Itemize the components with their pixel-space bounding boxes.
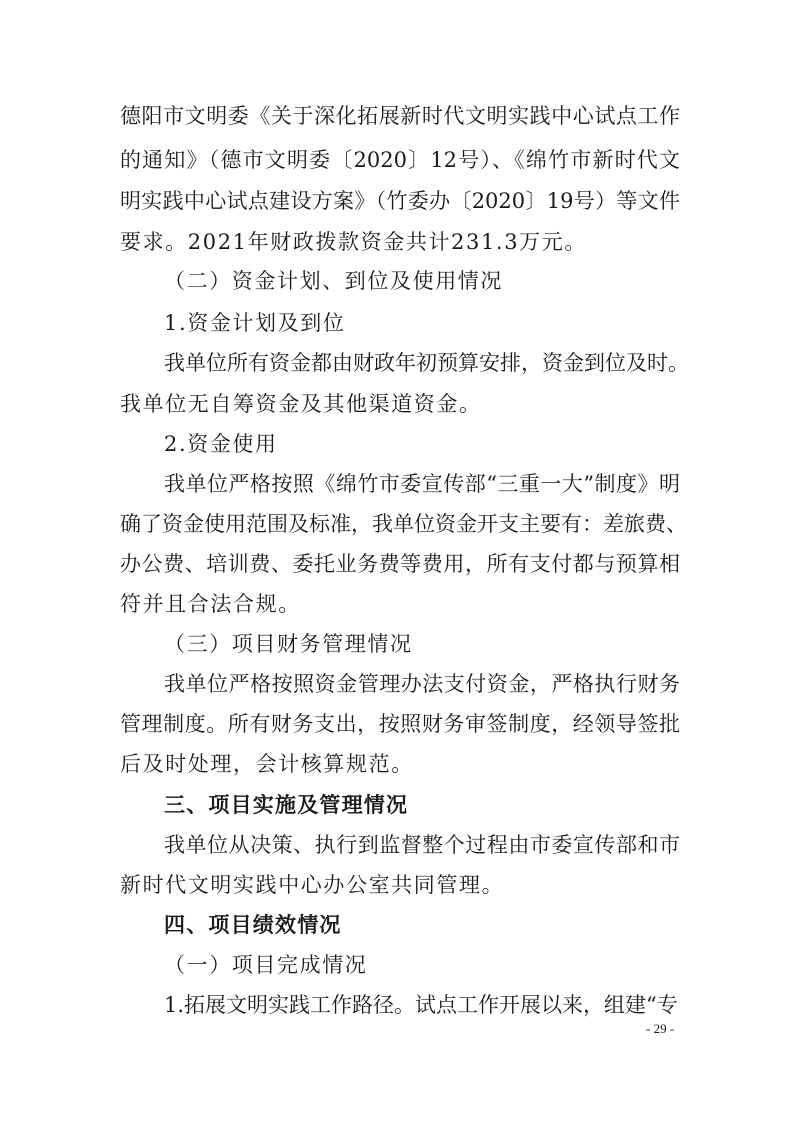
paragraph-line-20: 新时代文明实践中心办公室共同管理。 bbox=[120, 873, 505, 897]
heading-project-performance: 四、项目绩效情况 bbox=[164, 913, 342, 937]
section-heading-funds-plan: （二）资金计划、到位及使用情况 bbox=[164, 269, 503, 293]
page-number: - 29 - bbox=[646, 1021, 675, 1036]
paragraph-line-17: 后及时处理，会计核算规范。 bbox=[120, 752, 414, 776]
paragraph-line-4: 要求。2021年财政拨款资金共计231.3万元。 bbox=[120, 230, 587, 254]
subheading-funds-plan-arrival: 1.资金计划及到位 bbox=[164, 311, 346, 335]
paragraph-line-23: 1.拓展文明实践工作路径。试点工作开展以来，组建“专 bbox=[164, 993, 678, 1017]
section-heading-finance-management: （三）项目财务管理情况 bbox=[164, 632, 413, 656]
paragraph-line-19: 我单位从决策、执行到监督整个过程由市委宣传部和市 bbox=[164, 833, 680, 857]
paragraph-line-10: 我单位严格按照《绵竹市委宣传部“三重一大”制度》明 bbox=[164, 472, 680, 496]
section-heading-project-completion: （一）项目完成情况 bbox=[164, 953, 368, 977]
paragraph-line-12: 办公费、培训费、委托业务费等费用，所有支付都与预算相 bbox=[120, 552, 680, 576]
heading-project-implementation: 三、项目实施及管理情况 bbox=[164, 793, 409, 817]
paragraph-line-3: 明实践中心试点建设方案》（竹委办〔2020〕19号）等文件 bbox=[120, 189, 680, 213]
paragraph-line-16: 管理制度。所有财务支出，按照财务审签制度，经领导签批 bbox=[120, 712, 680, 736]
paragraph-line-15: 我单位严格按照资金管理办法支付资金，严格执行财务 bbox=[164, 672, 680, 696]
paragraph-line-13: 符并且合法合规。 bbox=[120, 592, 301, 616]
paragraph-line-7: 我单位所有资金都由财政年初预算安排，资金到位及时。 bbox=[164, 351, 689, 375]
paragraph-line-11: 确了资金使用范围及标准，我单位资金开支主要有：差旅费、 bbox=[120, 512, 687, 536]
paragraph-line-1: 德阳市文明委《关于深化拓展新时代文明实践中心试点工作 bbox=[120, 104, 680, 128]
paragraph-line-2: 的通知》（德市文明委〔2020〕12号）、《绵竹市新时代文 bbox=[120, 148, 680, 172]
paragraph-line-8: 我单位无自筹资金及其他渠道资金。 bbox=[120, 392, 482, 416]
subheading-funds-use: 2.资金使用 bbox=[164, 432, 278, 456]
